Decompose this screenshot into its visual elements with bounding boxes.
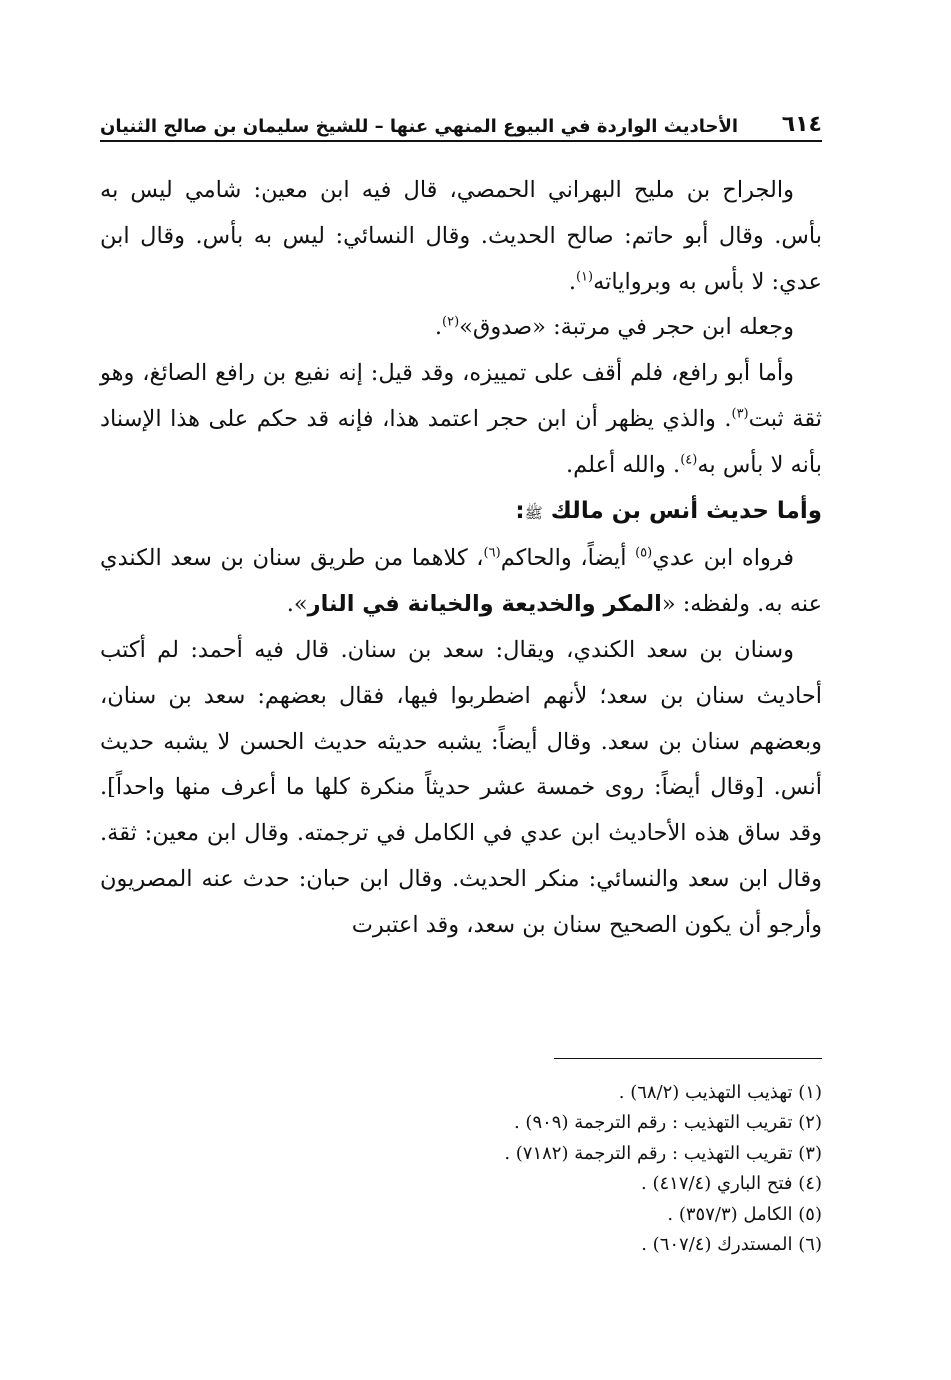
footnote-ref-3[interactable]: (٣) [731, 406, 749, 422]
paragraph-text: . والذي يظهر أن ابن حجر اعتمد هذا، فإنه قد حكم على هذا الإسناد بأنه لا بأس به [100, 405, 822, 478]
footnote-ref-6[interactable]: (٦) [483, 545, 501, 561]
footnote-6: (٦) المستدرك (٦٠٧/٤) . [641, 1234, 822, 1256]
paragraph-text: أيضاً، والحاكم [500, 545, 636, 572]
paragraph-abu-rafi [100, 351, 822, 488]
paragraph-anas-hadith [100, 536, 822, 628]
section-heading [100, 489, 822, 537]
footnote-3: (٣) تقريب التهذيب : رقم الترجمة (٧١٨٢) . [504, 1142, 822, 1164]
honorific-glyph: ﷺ [524, 503, 543, 522]
main-text [100, 168, 822, 949]
footnote-ref-1[interactable]: (١) [575, 269, 594, 285]
paragraph-end: . [568, 268, 576, 295]
footnote-5: (٥) الكامل (٣٥٧/٣) . [667, 1203, 822, 1225]
paragraph-text: . والله أعلم. [566, 451, 681, 478]
footnote-4: (٤) فتح الباري (٤١٧/٤) . [641, 1173, 822, 1195]
paragraph-end: . [434, 314, 443, 341]
running-title: الأحاديث الواردة في البيوع المنهي عنها – للشيخ سليمان بن صالح الثنيان [100, 116, 739, 137]
footnote-divider [554, 1058, 822, 1059]
paragraph-jarrah [100, 168, 822, 305]
paragraph-sinan: وسنان بن سعد الكندي، ويقال: سعد بن سنان. قال فيه أحمد: لم أكتب أحاديث سنان بن سعد؛ لأنهم اضطربوا فيها، فقال بعضهم: سعد بن سنان، وبعضهم سنان بن سعد. وقال أيضاً: يشبه حديثه حديث الحسن لا يشبه حديث أنس. [وقال أيضاً: روى خمسة عشر حديثاً منكرة كلها ما أعرف منها واحداً]. وقد ساق هذه الأحاديث ابن عدي في الكامل في ترجمته. وقال ابن معين: ثقة. وقال ابن سعد والنسائي: منكر الحديث. وقال ابن حبان: حدث عنه المصريون وأرجو أن يكون الصحيح سنان بن سعد، وقد اعتبرت [100, 636, 822, 938]
footnote-ref-4[interactable]: (٤) [680, 452, 698, 468]
paragraph-end: ». [286, 591, 308, 618]
book-page [100, 100, 822, 1320]
running-header [100, 100, 822, 142]
page-number: ٦١٤ [781, 112, 822, 137]
paragraph-text: ، كلاهما من طريق سنان بن سعد الكندي عنه به. ولفظه: « [100, 545, 822, 618]
heading-end: : [515, 497, 525, 524]
paragraph-text: فرواه ابن عدي [652, 545, 794, 572]
paragraph-text: وأما أبو رافع، فلم أقف على تمييزه، وقد قيل: إنه نفيع بن رافع الصائغ، وهو ثقة ثبت [100, 360, 822, 432]
footnote-ref-2[interactable]: (٢) [442, 314, 460, 330]
heading-text: وأما حديث أنس بن مالك [550, 497, 822, 524]
paragraph-text: وجعله ابن حجر في مرتبة: «صدوق» [459, 314, 794, 341]
footnote-1: (١) تهذيب التهذيب (٦٨/٢) . [618, 1082, 822, 1103]
paragraph-ibn-hajar [100, 305, 822, 351]
footnote-ref-5[interactable]: (٥) [635, 545, 653, 561]
footnote-2: (٢) تقريب التهذيب : رقم الترجمة (٩٠٩) . [513, 1112, 822, 1134]
footnotes-list [100, 1078, 822, 1260]
paragraph-text: والجراح بن مليح البهراني الحمصي، قال فيه ابن معين: شامي ليس به بأس. وقال أبو حاتم: صالح الحديث. وقال النسائي: ليس به بأس. وقال ابن عدي: لا بأس به وبرواياته [100, 177, 822, 295]
hadith-text: المكر والخديعة والخيانة في النار [307, 591, 662, 618]
